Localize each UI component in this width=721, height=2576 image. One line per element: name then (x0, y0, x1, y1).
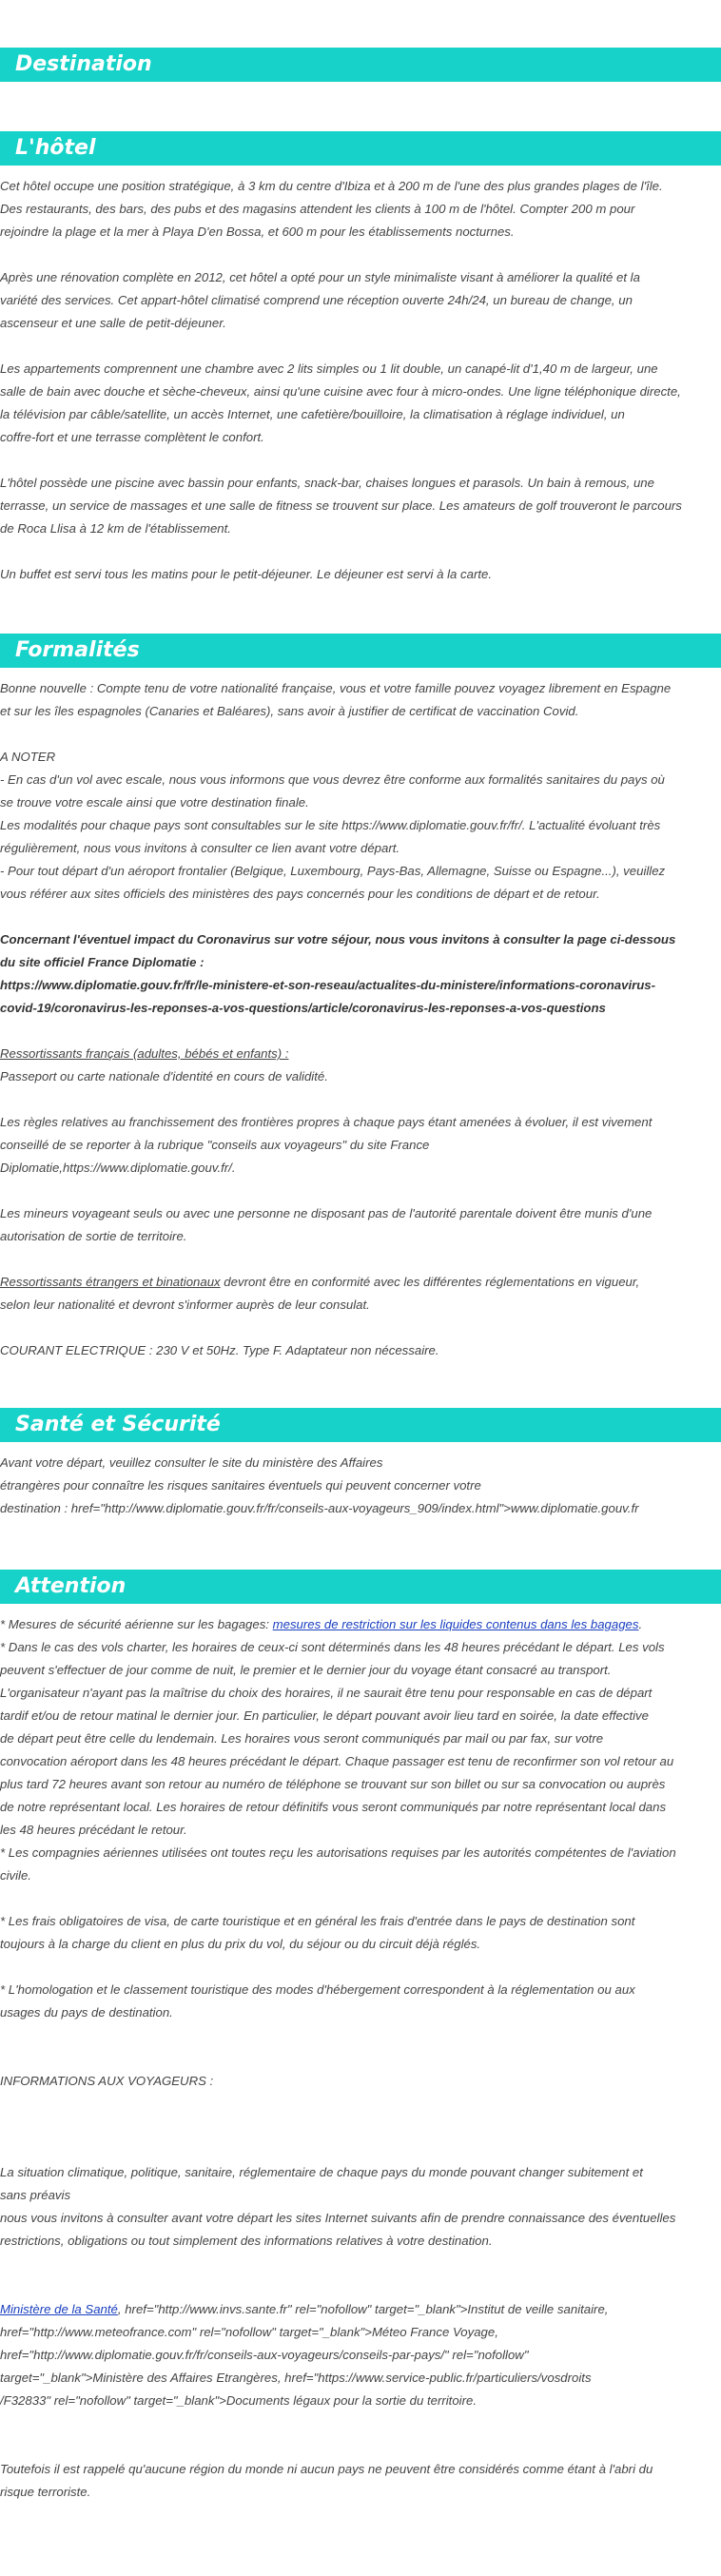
text-line: civile. (0, 1868, 31, 1883)
baggage-security-line (0, 1613, 721, 1636)
text-line: Après une rénovation complète en 2012, cet hôtel a opté pour un style minimaliste visant à améliorer la qualité et la (0, 270, 640, 284)
attention-content (0, 1613, 721, 2504)
situation-text (0, 2161, 721, 2253)
text-line: - En cas d'un vol avec escale, nous vous informons que vous devrez être conforme aux formalités sanitaires du pays où (0, 772, 665, 787)
baggage-security-prefix: * Mesures de sécurité aérienne sur les bagages: (0, 1617, 273, 1631)
foreign-nationals-line2: selon leur nationalité et devront s'informer auprès de leur consulat. (0, 1298, 370, 1312)
ministry-line (0, 2298, 721, 2321)
section-title-destination: Destination (0, 48, 721, 82)
section-title-attention: Attention (0, 1570, 721, 1604)
text-line: de Roca Llisa à 12 km de l'établissement. (0, 521, 231, 536)
french-nationals-text: Passeport ou carte nationale d'identité en cours de validité. (0, 1069, 328, 1083)
text-line: Un buffet est servi tous les matins pour le petit-déjeuner. Le déjeuner est servi à la carte. (0, 567, 493, 581)
minors-text (0, 1202, 721, 1248)
text-line: Diplomatie,https://www.diplomatie.gouv.fr/. (0, 1161, 236, 1175)
text-line: conseillé de se reporter à la rubrique "conseils aux voyageurs" du site France (0, 1138, 430, 1152)
text-line: toujours à la charge du client en plus du prix du vol, du séjour ou du circuit déjà réglés. (0, 1937, 481, 1951)
section-title-formalites: Formalités (0, 634, 721, 668)
text-line: tardif et/ou de retour matinal le dernier jour. En particulier, le départ pouvant avoir lieu tard en soirée, la date effective (0, 1708, 649, 1723)
french-nationals-heading: Ressortissants français (adultes, bébés et enfants) : (0, 1046, 289, 1061)
border-rules-text (0, 1111, 721, 1180)
electric-info: COURANT ELECTRIQUE : 230 V et 50Hz. Type F. Adaptateur non nécessaire. (0, 1343, 439, 1357)
text-line: sans préavis (0, 2188, 71, 2202)
text-line: https://www.diplomatie.gouv.fr/fr/le-ministere-et-son-reseau/actualites-du-ministere/informations-coronavirus- (0, 978, 656, 992)
text-line: nous vous invitons à consulter avant votre départ les sites Internet suivants afin de prendre connaissance des éventuelles (0, 2211, 676, 2225)
text-line: * L'homologation et le classement touristique des modes d'hébergement correspondent à la réglementation ou aux (0, 1982, 635, 1997)
text-line: Bonne nouvelle : Compte tenu de votre nationalité française, vous et votre famille pouvez voyagez librement en Espagne (0, 681, 672, 695)
text-line: L'organisateur n'ayant pas la maîtrise du choix des horaires, il ne saurait être tenu pour responsable en cas de départ (0, 1686, 653, 1700)
foreign-nationals-rest: devront être en conformité avec les différentes réglementations en vigueur, (220, 1275, 640, 1289)
liquids-restriction-link[interactable]: mesures de restriction sur les liquides contenus dans les bagages (272, 1617, 639, 1631)
text-line: ascenseur et une salle de petit-déjeuner. (0, 316, 226, 330)
text-line: de notre représentant local. Les horaires de retour définitifs vous seront communiqués par notre représentant local dans (0, 1800, 667, 1814)
text-line: variété des services. Cet appart-hôtel climatisé comprend une réception ouverte 24h/24, un bureau de change, un (0, 293, 633, 307)
text-line: href="http://www.diplomatie.gouv.fr/fr/conseils-aux-voyageurs/conseils-par-pays/" rel="nofollow" (0, 2348, 529, 2362)
text-line: autorisation de sortie de territoire. (0, 1229, 187, 1243)
text-line: Toutefois il est rappelé qu'aucune région du monde ni aucun pays ne peuvent être considérés comme étant à l'abri du (0, 2462, 653, 2476)
formalites-a-noter (0, 746, 721, 906)
text-line: Concernant l'éventuel impact du Coronavirus sur votre séjour, nous vous invitons à consulter la page ci-dessous (0, 932, 676, 946)
baggage-security-suffix: . (638, 1617, 643, 1631)
text-line: usages du pays de destination. (0, 2005, 173, 2020)
text-line: Les appartements comprennent une chambre avec 2 lits simples ou 1 lit double, un canapé-lit d'1,40 m de largeur, une (0, 361, 658, 376)
text-line: Les modalités pour chaque pays sont consultables sur le site https://www.diplomatie.gouv.fr/fr/. L'actualité évoluant très (0, 818, 661, 832)
text-line: * Les frais obligatoires de visa, de carte touristique et en général les frais d'entrée dans le pays de destination sont (0, 1914, 635, 1928)
text-line: peuvent s'effectuer de jour comme de nuit, le premier et le dernier jour du voyage étant consacré au transport. (0, 1663, 612, 1677)
text-line (0, 244, 721, 266)
ministry-rest: , href="http://www.invs.sante.fr" rel="nofollow" target="_blank">Institut de veille sanitaire, (117, 2302, 609, 2316)
useful-links-text (0, 2321, 721, 2412)
sante-content (0, 1452, 721, 1520)
text-line: * Dans le cas des vols charter, les horaires de ceux-ci sont déterminés dans les 48 heures précédant le départ. Les vols (0, 1640, 665, 1654)
text-line: et sur les îles espagnoles (Canaries et Baléares), sans avoir à justifier de certificat de vaccination Covid. (0, 704, 579, 718)
info-voyageurs-heading: INFORMATIONS AUX VOYAGEURS : (0, 2074, 214, 2088)
text-line: du site officiel France Diplomatie : (0, 955, 205, 969)
text-line: La situation climatique, politique, sanitaire, réglementaire de chaque pays du monde pouvant changer subitement et (0, 2165, 643, 2179)
text-line: salle de bain avec douche et sèche-cheveux, ainsi qu'une cuisine avec four à micro-ondes. Une ligne téléphonique directe, (0, 384, 681, 399)
text-line: plus tard 72 heures avant son retour au numéro de téléphone se trouvant sur son billet ou sur sa convocation ou auprès (0, 1777, 666, 1791)
text-line: terrasse, un service de massages et une salle de fitness se trouvent sur place. Les amateurs de golf trouveront le parcours (0, 498, 682, 513)
text-line: se trouve votre escale ainsi que votre destination finale. (0, 795, 309, 810)
text-line: les 48 heures précédant le retour. (0, 1823, 187, 1837)
foreign-nationals-heading: Ressortissants étrangers et binationaux (0, 1275, 221, 1289)
text-line: covid-19/coronavirus-les-reponses-a-vos-questions/article/coronavirus-les-reponses-a-vos-questions (0, 1001, 606, 1015)
text-line: target="_blank">Ministère des Affaires Etrangères, href="https://www.service-public.fr/particuliers/vosdroits (0, 2371, 592, 2385)
text-line: risque terroriste. (0, 2485, 91, 2499)
text-line: vous référer aux sites officiels des ministères des pays concernés pour les conditions de départ et de retour. (0, 887, 600, 901)
formalites-covid-notice (0, 928, 721, 1020)
text-line (0, 335, 721, 358)
text-line: Avant votre départ, veuillez consulter le site du ministère des Affaires (0, 1455, 383, 1470)
text-line: de départ peut être celle du lendemain. Les horaires vous seront communiqués par mail ou par fax, sur votre (0, 1731, 604, 1746)
text-line (0, 540, 721, 563)
section-title-hotel: L'hôtel (0, 131, 721, 166)
text-line: Les règles relatives au franchissement des frontières propres à chaque pays étant amenées à évoluer, il est vivement (0, 1115, 653, 1129)
ministere-sante-link[interactable]: Ministère de la Santé (0, 2302, 118, 2316)
text-line: régulièrement, nous vous invitons à consulter ce lien avant votre départ. (0, 841, 400, 855)
text-line: Cet hôtel occupe une position stratégique, à 3 km du centre d'Ibiza et à 200 m de l'une des plus grandes plages de l'île. (0, 179, 663, 193)
text-line: la télévision par câble/satellite, un accès Internet, une cafetière/bouilloire, la climatisation à réglage individuel, un (0, 407, 625, 421)
text-line: rejoindre la plage et la mer à Playa D'en Bossa, et 600 m pour les établissements nocturnes. (0, 224, 515, 239)
text-line: coffre-fort et une terrasse complètent le confort. (0, 430, 264, 444)
text-line: Des restaurants, des bars, des pubs et des magasins attendent les clients à 100 m de l'hôtel. Compter 200 m pour (0, 202, 635, 216)
section-title-sante: Santé et Sécurité (0, 1408, 721, 1442)
text-line: * Les compagnies aériennes utilisées ont toutes reçu les autorisations requises par les autorités compétentes de l'aviation (0, 1845, 676, 1860)
text-line: restrictions, obligations ou tout simplement des informations relatives à votre destination. (0, 2234, 493, 2248)
mandatory-fees-text (0, 1910, 721, 1956)
formalites-content (0, 677, 721, 1362)
text-line: convocation aéroport dans les 48 heures précédant le départ. Chaque passager est tenu de reconfirmer son vol retour au (0, 1754, 674, 1768)
text-line: destination : href="http://www.diplomatie.gouv.fr/fr/conseils-aux-voyageurs_909/index.html">www.diplomatie.gouv.fr (0, 1501, 639, 1515)
hotel-description (0, 175, 721, 586)
text-line (0, 449, 721, 472)
homologation-text (0, 1979, 721, 2024)
formalites-intro (0, 677, 721, 723)
charter-flights-text (0, 1636, 721, 1887)
text-line: - Pour tout départ d'un aéroport frontalier (Belgique, Luxembourg, Pays-Bas, Allemagne, Suisse ou Espagne...), veuillez (0, 864, 666, 878)
text-line: /F32833" rel="nofollow" target="_blank">Documents légaux pour la sortie du territoire. (0, 2393, 477, 2408)
text-line: Les mineurs voyageant seuls ou avec une personne ne disposant pas de l'autorité parentale doivent être munis d'une (0, 1206, 653, 1220)
text-line: étrangères pour connaître les risques sanitaires éventuels qui peuvent concerner votre (0, 1478, 481, 1493)
text-line: A NOTER (0, 750, 56, 764)
foreign-nationals-line (0, 1271, 721, 1294)
text-line: href="http://www.meteofrance.com" rel="nofollow" target="_blank">Méteo France Voyage, (0, 2325, 498, 2339)
terror-risk-text (0, 2458, 721, 2504)
text-line: L'hôtel possède une piscine avec bassin pour enfants, snack-bar, chaises longues et parasols. Un bain à remous, une (0, 476, 654, 490)
